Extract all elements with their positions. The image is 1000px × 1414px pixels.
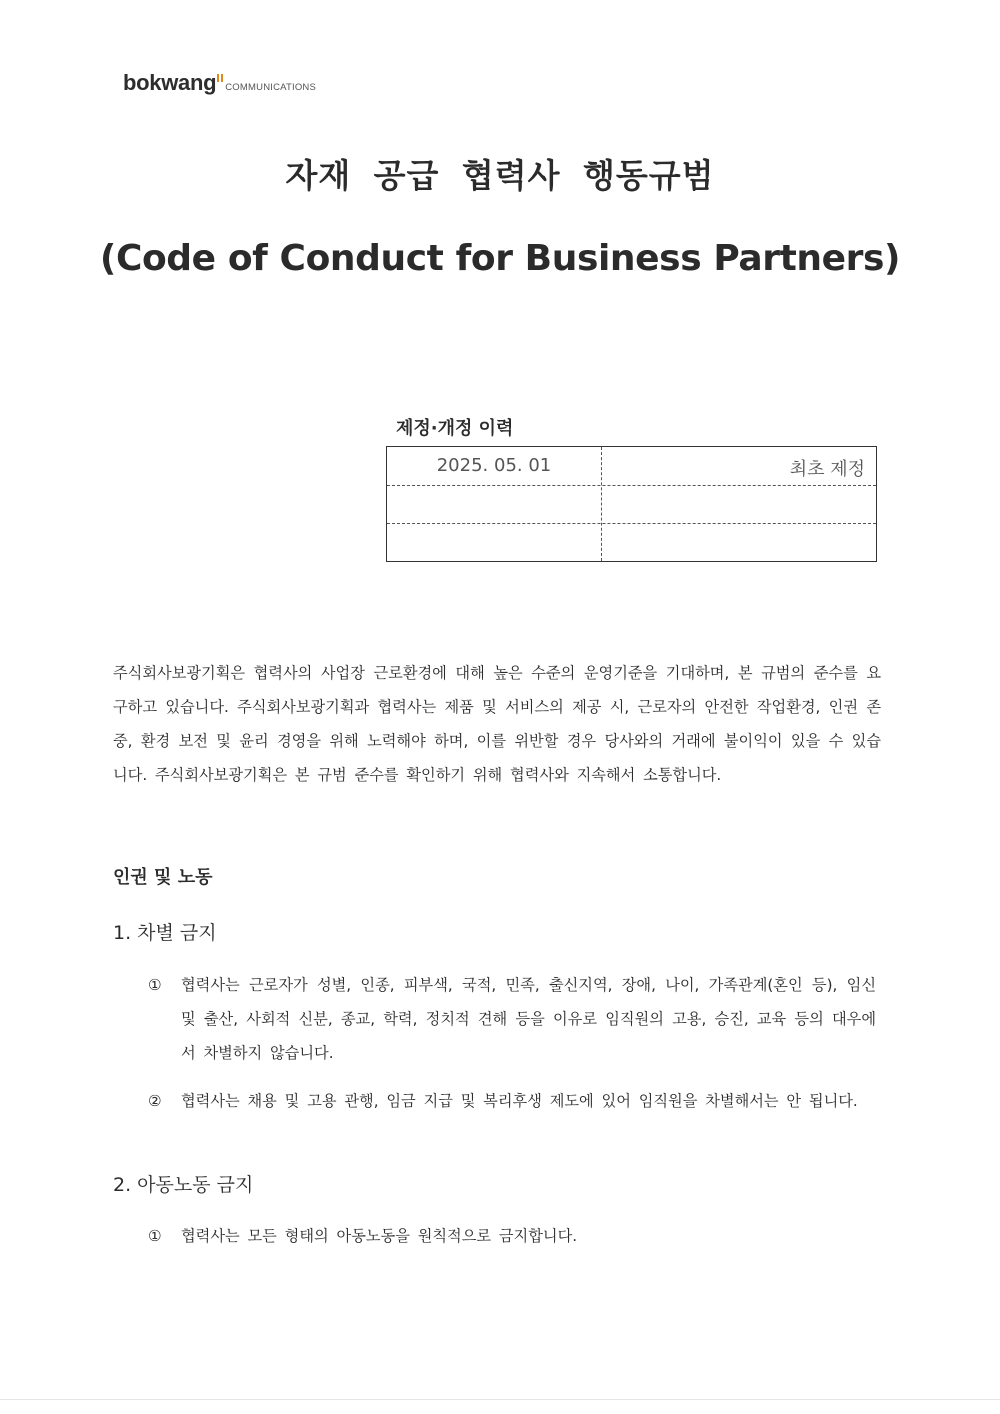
item-number: ① bbox=[148, 1227, 162, 1245]
logo-wordmark: bokwang bbox=[123, 70, 217, 95]
revision-history-label: 제정·개정 이력 bbox=[396, 418, 514, 439]
table-row bbox=[387, 485, 876, 524]
logo-subtitle: COMMUNICATIONS bbox=[225, 82, 317, 93]
logo-accent-marks bbox=[217, 74, 223, 82]
item-text: 협력사는 근로자가 성별, 인종, 피부색, 국적, 민족, 출신지역, 장애, 나이, 가족관계(혼인 등), 임신 및 출산, 사회적 신분, 종교, 학력, 정치적 견해 등을 이유로 임직원의 고용, 승진, 교육 등의 대우에서 차별하지 않습니다. bbox=[181, 976, 876, 1062]
article-title: 1. 차별 금지 bbox=[113, 922, 217, 944]
document-title-english: (Code of Conduct for Business Partners) bbox=[99, 238, 901, 279]
item-number: ① bbox=[148, 976, 162, 994]
section-heading: 인권 및 노동 bbox=[113, 867, 213, 888]
intro-paragraph: 주식회사보광기획은 협력사의 사업장 근로환경에 대해 높은 수준의 운영기준을 기대하며, 본 규범의 준수를 요구하고 있습니다. 주식회사보광기획과 협력사는 제품 및 서비스의 제공 시, 근로자의 안전한 작업환경, 인권 존중, 환경 보전 및 윤리 경영을 위해 노력해야 하며, 이를 위반할 경우 당사와의 거래에 불이익이 있을 수 있습니다. 주식회사보광기획은 본 규범 준수를 확인하기 위해 협력사와 지속해서 소통합니다. bbox=[113, 664, 881, 784]
article-title: 2. 아동노동 금지 bbox=[113, 1174, 254, 1196]
list-item bbox=[148, 1219, 876, 1253]
item-text: 협력사는 모든 형태의 아동노동을 원칙적으로 금지합니다. bbox=[181, 1227, 578, 1245]
table-row bbox=[387, 524, 876, 562]
company-logo bbox=[123, 70, 316, 96]
revision-date: 2025. 05. 01 bbox=[436, 455, 552, 476]
page-edge-line bbox=[0, 1399, 1000, 1400]
item-number: ② bbox=[148, 1092, 162, 1110]
item-text: 협력사는 채용 및 고용 관행, 임금 지급 및 복리후생 제도에 있어 임직원을 차별해서는 안 됩니다. bbox=[181, 1092, 858, 1110]
revision-history-table bbox=[386, 446, 877, 562]
list-item bbox=[148, 1084, 876, 1118]
table-row bbox=[387, 447, 876, 486]
list-item bbox=[148, 968, 876, 1070]
revision-description: 최초 제정 bbox=[789, 459, 865, 480]
document-title-korean: 자재 공급 협력사 행동규범 bbox=[285, 156, 715, 195]
